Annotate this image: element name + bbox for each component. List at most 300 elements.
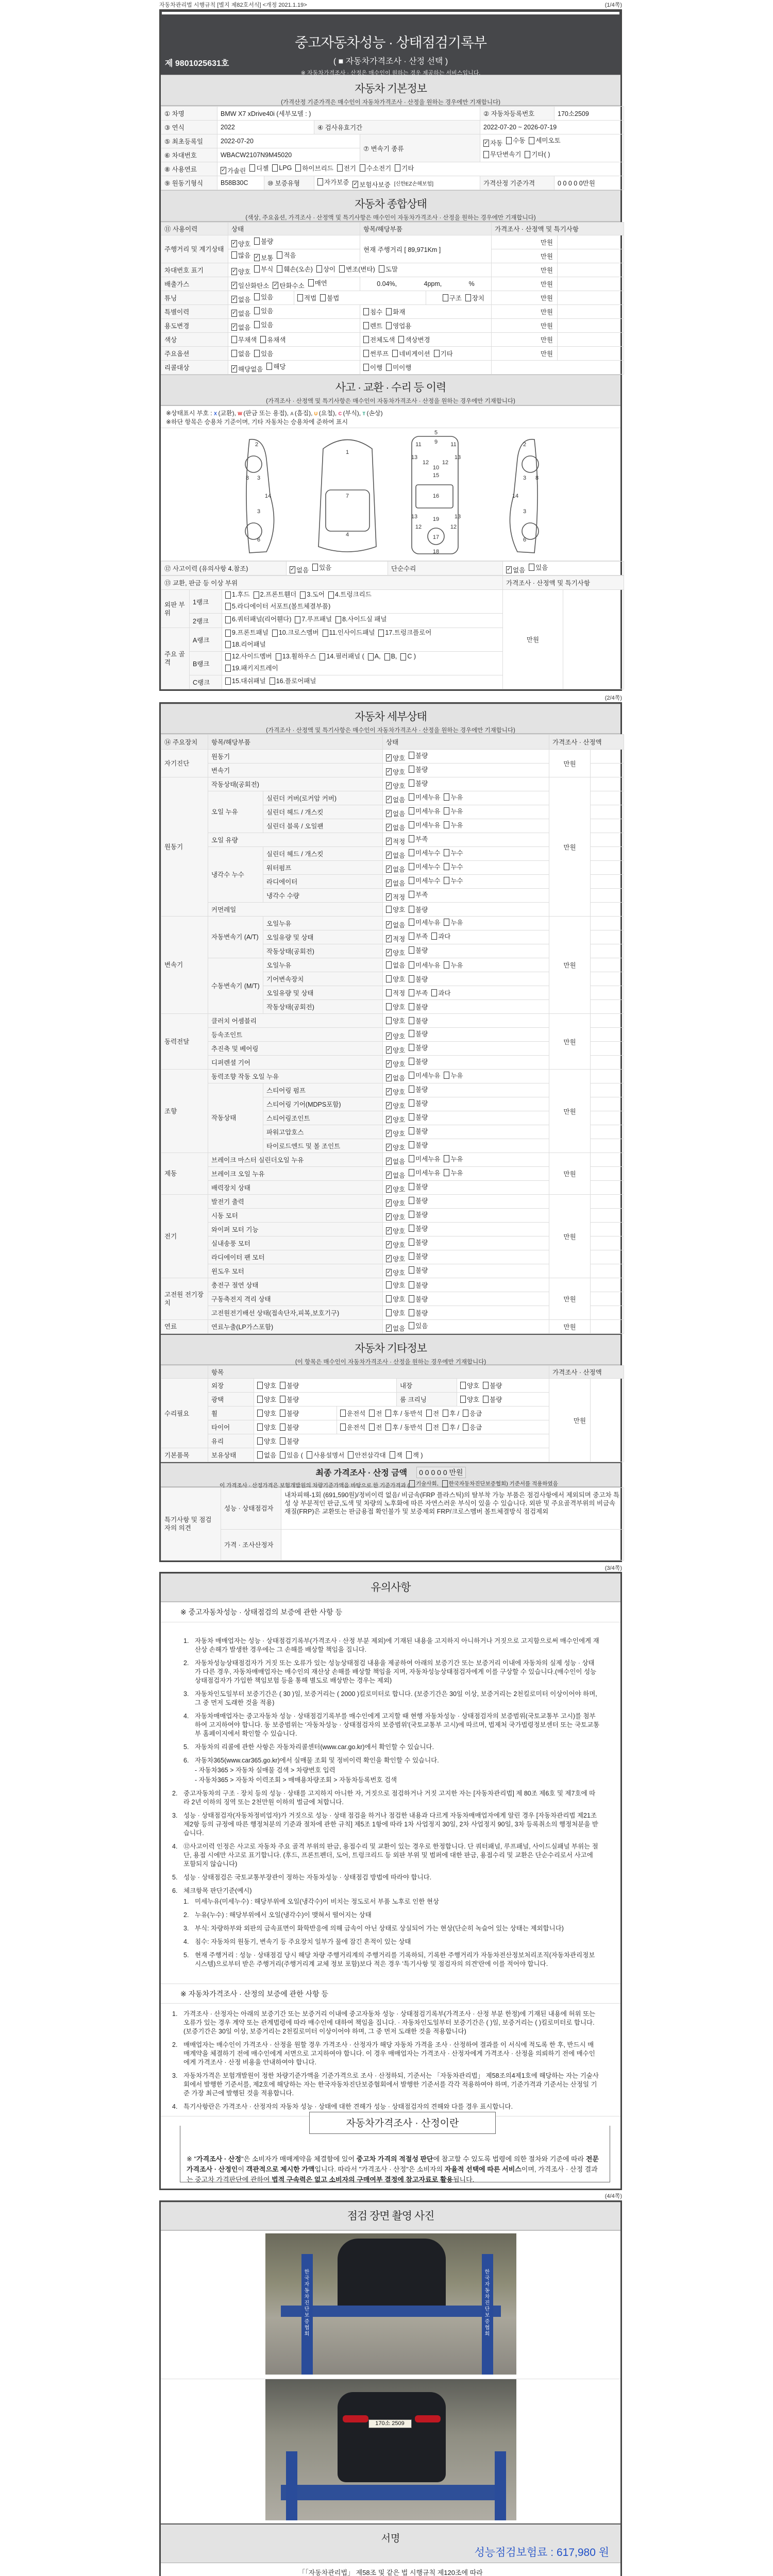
checkbox-option[interactable] <box>386 1087 405 1096</box>
checkbox-icon[interactable] <box>280 1396 285 1403</box>
checkbox-icon[interactable] <box>409 1017 414 1024</box>
checkbox-option[interactable] <box>386 753 405 762</box>
checkbox-option[interactable] <box>463 1422 482 1432</box>
checkbox-option[interactable] <box>369 1409 382 1418</box>
checkbox-icon[interactable] <box>409 752 414 759</box>
price-input[interactable] <box>558 305 624 319</box>
checkbox-option[interactable] <box>386 1115 405 1124</box>
price-input[interactable] <box>591 1042 624 1056</box>
checkbox-icon[interactable] <box>483 1396 489 1403</box>
checkbox-option[interactable] <box>225 628 268 638</box>
price-input[interactable] <box>558 333 624 347</box>
checkbox-option[interactable] <box>280 1422 299 1432</box>
checkbox-option[interactable] <box>460 1395 479 1404</box>
checkbox-option[interactable] <box>409 862 440 871</box>
checkbox-option[interactable] <box>460 1381 479 1390</box>
checkbox-option[interactable] <box>409 1154 440 1163</box>
checkbox-option[interactable] <box>254 253 273 262</box>
checkbox-icon[interactable] <box>409 1113 414 1121</box>
checkbox-checked-icon[interactable]: ✓ <box>232 365 237 371</box>
checkbox-option[interactable] <box>386 1157 405 1166</box>
checkbox-icon[interactable] <box>409 877 414 884</box>
price-input[interactable] <box>591 1223 624 1236</box>
inspection-photo-rear[interactable] <box>265 2379 516 2520</box>
price-input[interactable] <box>591 791 624 805</box>
checkbox-checked-icon[interactable]: ✓ <box>386 768 392 774</box>
checkbox-option[interactable] <box>363 363 382 372</box>
checkbox-icon[interactable] <box>312 564 318 571</box>
checkbox-option[interactable] <box>297 293 316 302</box>
price-input[interactable] <box>591 1264 624 1278</box>
checkbox-option[interactable] <box>409 931 428 941</box>
checkbox-option[interactable] <box>386 837 405 846</box>
checkbox-option[interactable] <box>409 765 428 774</box>
checkbox-icon[interactable] <box>225 677 231 685</box>
checkbox-icon[interactable] <box>444 961 449 969</box>
price-input[interactable] <box>591 764 624 777</box>
checkbox-icon[interactable] <box>409 919 414 926</box>
checkbox-checked-icon[interactable]: ✓ <box>386 1115 392 1122</box>
checkbox-checked-icon[interactable]: ✓ <box>273 281 278 288</box>
checkbox-icon[interactable] <box>257 1396 263 1403</box>
checkbox-icon[interactable] <box>444 807 449 815</box>
checkbox-icon[interactable] <box>320 653 325 660</box>
checkbox-option[interactable] <box>444 848 463 857</box>
checkbox-option[interactable] <box>409 848 440 857</box>
checkbox-icon[interactable] <box>369 1423 375 1431</box>
checkbox-option[interactable] <box>409 974 428 984</box>
checkbox-option[interactable] <box>360 163 391 173</box>
checkbox-icon[interactable] <box>257 1423 263 1431</box>
checkbox-icon[interactable] <box>409 1169 414 1176</box>
checkbox-option[interactable] <box>231 364 263 374</box>
checkbox-icon[interactable] <box>385 1410 391 1417</box>
checkbox-option[interactable] <box>386 767 405 776</box>
checkbox-option[interactable] <box>386 892 405 902</box>
checkbox-icon[interactable] <box>409 1225 414 1232</box>
checkbox-icon[interactable] <box>386 1281 392 1289</box>
checkbox-checked-icon[interactable]: ✓ <box>386 1074 392 1080</box>
checkbox-icon[interactable] <box>444 1169 449 1176</box>
checkbox-checked-icon[interactable]: ✓ <box>232 281 237 288</box>
checkbox-icon[interactable] <box>277 265 282 273</box>
checkbox-checked-icon[interactable]: ✓ <box>386 1227 392 1233</box>
checkbox-icon[interactable] <box>378 630 384 637</box>
price-input[interactable] <box>591 944 624 958</box>
checkbox-checked-icon[interactable]: ✓ <box>386 754 392 760</box>
checkbox-option[interactable] <box>409 1308 428 1317</box>
checkbox-option[interactable] <box>386 307 405 316</box>
checkbox-icon[interactable] <box>386 364 392 371</box>
checkbox-option[interactable] <box>431 931 450 941</box>
checkbox-option[interactable] <box>295 615 332 624</box>
checkbox-option[interactable] <box>386 823 405 832</box>
checkbox-option[interactable] <box>386 1143 405 1152</box>
checkbox-option[interactable] <box>385 1422 423 1432</box>
checkbox-icon[interactable] <box>257 1410 263 1417</box>
checkbox-icon[interactable] <box>529 564 534 571</box>
checkbox-option[interactable] <box>320 652 364 662</box>
checkbox-icon[interactable] <box>463 1423 468 1431</box>
checkbox-icon[interactable] <box>384 653 390 660</box>
checkbox-icon[interactable] <box>254 350 260 357</box>
checkbox-option[interactable] <box>231 281 269 290</box>
checkbox-option[interactable] <box>409 1029 428 1038</box>
checkbox-icon[interactable] <box>323 630 328 637</box>
checkbox-option[interactable] <box>506 135 525 146</box>
checkbox-icon[interactable] <box>254 265 260 273</box>
checkbox-icon[interactable] <box>386 975 392 982</box>
checkbox-option[interactable] <box>231 323 250 332</box>
price-input[interactable] <box>558 249 624 263</box>
checkbox-checked-icon[interactable]: ✓ <box>386 935 392 941</box>
checkbox-option[interactable] <box>386 321 411 330</box>
checkbox-icon[interactable] <box>409 1127 414 1134</box>
price-input[interactable] <box>591 1181 624 1195</box>
checkbox-option[interactable] <box>231 295 250 304</box>
checkbox-option[interactable] <box>254 236 273 246</box>
checkbox-option[interactable] <box>426 1409 439 1418</box>
checkbox-option[interactable] <box>231 250 250 260</box>
checkbox-option[interactable] <box>231 239 250 248</box>
checkbox-icon[interactable] <box>328 591 334 599</box>
checkbox-icon[interactable] <box>409 1322 414 1329</box>
checkbox-icon[interactable] <box>317 178 323 185</box>
checkbox-icon[interactable] <box>280 1423 285 1431</box>
checkbox-checked-icon[interactable]: ✓ <box>386 837 392 844</box>
checkbox-option[interactable] <box>272 164 292 172</box>
checkbox-option[interactable] <box>409 1210 428 1219</box>
checkbox-option[interactable] <box>386 1045 405 1055</box>
price-input[interactable] <box>591 1209 624 1223</box>
checkbox-option[interactable] <box>409 1002 428 1011</box>
checkbox-icon[interactable] <box>409 1281 414 1289</box>
checkbox-option[interactable] <box>363 349 389 358</box>
checkbox-icon[interactable] <box>409 989 414 996</box>
checkbox-checked-icon[interactable]: ✓ <box>386 809 392 816</box>
checkbox-icon[interactable] <box>409 1211 414 1218</box>
checkbox-icon[interactable] <box>409 975 414 982</box>
checkbox-icon[interactable] <box>308 279 314 286</box>
price-input[interactable] <box>591 861 624 875</box>
checkbox-checked-icon[interactable]: ✓ <box>386 921 392 927</box>
checkbox-option[interactable] <box>260 335 285 344</box>
checkbox-checked-icon[interactable]: ✓ <box>386 1324 392 1331</box>
checkbox-checked-icon[interactable]: ✓ <box>386 851 392 858</box>
checkbox-option[interactable] <box>280 1436 299 1446</box>
checkbox-option[interactable] <box>395 163 414 173</box>
checkbox-checked-icon[interactable]: ✓ <box>386 893 392 900</box>
price-input[interactable] <box>591 1139 624 1153</box>
checkbox-option[interactable] <box>295 163 333 173</box>
checkbox-option[interactable] <box>386 1198 405 1208</box>
checkbox-option[interactable] <box>257 1381 276 1390</box>
checkbox-option[interactable] <box>225 676 266 686</box>
checkbox-option[interactable] <box>409 1238 428 1247</box>
price-input[interactable] <box>591 1070 624 1083</box>
checkbox-option[interactable] <box>386 1294 405 1303</box>
checkbox-option[interactable] <box>312 563 331 572</box>
checkbox-option[interactable] <box>426 1422 439 1432</box>
checkbox-option[interactable] <box>386 1280 405 1290</box>
checkbox-checked-icon[interactable]: ✓ <box>386 795 392 802</box>
checkbox-option[interactable] <box>409 792 440 802</box>
checkbox-checked-icon[interactable]: ✓ <box>386 1255 392 1261</box>
checkbox-option[interactable] <box>483 138 502 149</box>
checkbox-option[interactable] <box>386 1268 405 1277</box>
checkbox-option[interactable] <box>444 862 463 871</box>
checkbox-icon[interactable] <box>277 251 282 259</box>
checkbox-icon[interactable] <box>280 1410 285 1417</box>
checkbox-icon[interactable] <box>340 1423 346 1431</box>
price-input[interactable] <box>591 777 624 791</box>
checkbox-checked-icon[interactable]: ✓ <box>507 566 512 572</box>
checkbox-icon[interactable] <box>406 1451 412 1459</box>
price-input[interactable] <box>591 917 624 930</box>
checkbox-option[interactable] <box>409 988 428 997</box>
checkbox-option[interactable] <box>280 1381 299 1390</box>
checkbox-icon[interactable] <box>434 350 440 357</box>
checkbox-icon[interactable] <box>225 591 231 599</box>
price-input[interactable] <box>591 1014 624 1028</box>
checkbox-option[interactable] <box>434 349 453 358</box>
checkbox-icon[interactable] <box>386 961 392 969</box>
price-input[interactable] <box>591 1125 624 1139</box>
checkbox-option[interactable] <box>386 905 405 914</box>
checkbox-option[interactable] <box>386 934 405 943</box>
checkbox-option[interactable] <box>386 1059 405 1069</box>
price-input[interactable] <box>558 263 624 277</box>
checkbox-option[interactable] <box>225 640 266 650</box>
checkbox-icon[interactable] <box>335 616 341 623</box>
checkbox-option[interactable] <box>254 349 273 358</box>
checkbox-option[interactable] <box>254 292 273 301</box>
price-input[interactable] <box>591 1153 624 1167</box>
checkbox-icon[interactable] <box>409 946 414 954</box>
checkbox-option[interactable] <box>386 1254 405 1263</box>
checkbox-option[interactable] <box>483 149 521 160</box>
checkbox-icon[interactable] <box>409 1072 414 1079</box>
checkbox-icon[interactable] <box>257 1382 263 1389</box>
checkbox-option[interactable] <box>317 177 349 187</box>
checkbox-option[interactable] <box>409 1280 428 1290</box>
checkbox-option[interactable] <box>409 1098 428 1108</box>
checkbox-option[interactable] <box>323 628 375 638</box>
checkbox-icon[interactable] <box>369 1410 375 1417</box>
checkbox-icon[interactable] <box>409 1266 414 1274</box>
checkbox-icon[interactable] <box>280 1382 285 1389</box>
checkbox-option[interactable] <box>409 1112 428 1122</box>
checkbox-checked-icon[interactable]: ✓ <box>386 1157 392 1164</box>
checkbox-checked-icon[interactable]: ✓ <box>290 566 295 572</box>
checkbox-option[interactable] <box>386 363 411 372</box>
checkbox-option[interactable] <box>444 1154 463 1163</box>
checkbox-option[interactable] <box>386 809 405 818</box>
checkbox-icon[interactable] <box>444 1072 449 1079</box>
checkbox-checked-icon[interactable]: ✓ <box>255 253 260 260</box>
checkbox-icon[interactable] <box>386 1017 392 1024</box>
checkbox-option[interactable] <box>444 918 463 927</box>
checkbox-icon[interactable] <box>483 151 489 158</box>
checkbox-icon[interactable] <box>225 603 231 610</box>
checkbox-option[interactable] <box>231 335 257 344</box>
checkbox-option[interactable] <box>363 307 382 316</box>
checkbox-option[interactable] <box>348 1450 385 1460</box>
checkbox-icon[interactable] <box>260 336 266 343</box>
checkbox-icon[interactable] <box>392 350 398 357</box>
checkbox-option[interactable] <box>442 1480 558 1487</box>
checkbox-option[interactable] <box>409 918 440 927</box>
checkbox-checked-icon[interactable]: ✓ <box>386 1185 392 1192</box>
checkbox-option[interactable] <box>225 590 250 600</box>
checkbox-icon[interactable] <box>385 1423 391 1431</box>
checkbox-option[interactable] <box>337 163 356 173</box>
checkbox-option[interactable] <box>277 264 313 274</box>
checkbox-icon[interactable] <box>443 294 448 301</box>
checkbox-checked-icon[interactable]: ✓ <box>484 139 489 146</box>
checkbox-icon[interactable] <box>409 961 414 969</box>
checkbox-option[interactable] <box>340 1409 365 1418</box>
checkbox-icon[interactable] <box>460 1382 466 1389</box>
checkbox-option[interactable] <box>386 1212 405 1222</box>
checkbox-option[interactable] <box>290 565 309 574</box>
price-input[interactable] <box>591 1111 624 1125</box>
checkbox-option[interactable] <box>335 615 386 624</box>
checkbox-icon[interactable] <box>444 793 449 801</box>
checkbox-icon[interactable] <box>444 877 449 884</box>
checkbox-option[interactable] <box>386 974 405 984</box>
checkbox-icon[interactable] <box>386 906 392 913</box>
checkbox-icon[interactable] <box>398 336 404 343</box>
checkbox-icon[interactable] <box>254 591 259 599</box>
checkbox-icon[interactable] <box>444 863 449 870</box>
checkbox-icon[interactable] <box>409 766 414 773</box>
price-input[interactable] <box>591 958 624 972</box>
price-input[interactable] <box>591 1028 624 1042</box>
checkbox-option[interactable] <box>272 628 319 638</box>
checkbox-option[interactable] <box>443 1409 459 1418</box>
checkbox-icon[interactable] <box>316 265 322 273</box>
price-input[interactable] <box>558 319 624 333</box>
checkbox-option[interactable] <box>385 1409 423 1418</box>
price-input[interactable] <box>591 889 624 903</box>
checkbox-option[interactable] <box>409 876 440 885</box>
checkbox-icon[interactable] <box>409 1155 414 1162</box>
checkbox-checked-icon[interactable]: ✓ <box>386 782 392 788</box>
checkbox-icon[interactable] <box>409 933 414 940</box>
checkbox-checked-icon[interactable]: ✓ <box>232 295 237 302</box>
price-input[interactable] <box>591 972 624 986</box>
checkbox-icon[interactable] <box>225 641 231 648</box>
checkbox-option[interactable] <box>431 988 450 997</box>
checkbox-option[interactable] <box>386 1240 405 1249</box>
checkbox-icon[interactable] <box>280 1437 285 1445</box>
checkbox-option[interactable] <box>270 676 316 686</box>
checkbox-icon[interactable] <box>297 294 303 301</box>
checkbox-option[interactable] <box>506 565 525 574</box>
checkbox-option[interactable] <box>444 960 463 970</box>
checkbox-icon[interactable] <box>409 807 414 815</box>
checkbox-option[interactable] <box>409 778 428 788</box>
checkbox-option[interactable] <box>254 306 273 315</box>
checkbox-option[interactable] <box>266 362 285 371</box>
checkbox-icon[interactable] <box>270 677 275 685</box>
checkbox-checked-icon[interactable]: ✓ <box>386 1032 392 1039</box>
checkbox-icon[interactable] <box>460 1396 466 1403</box>
checkbox-checked-icon[interactable]: ✓ <box>386 879 392 886</box>
checkbox-option[interactable] <box>249 163 268 173</box>
checkbox-option[interactable] <box>384 652 397 662</box>
price-input[interactable] <box>591 833 624 847</box>
checkbox-option[interactable] <box>444 876 463 885</box>
checkbox-option[interactable] <box>225 652 272 662</box>
checkbox-option[interactable] <box>369 1422 382 1432</box>
checkbox-icon[interactable] <box>426 1410 432 1417</box>
checkbox-icon[interactable] <box>363 308 369 315</box>
checkbox-icon[interactable] <box>363 322 369 329</box>
checkbox-option[interactable] <box>386 1324 405 1333</box>
checkbox-checked-icon[interactable]: ✓ <box>386 1199 392 1206</box>
checkbox-icon[interactable] <box>231 336 237 343</box>
checkbox-option[interactable] <box>409 1126 428 1136</box>
checkbox-checked-icon[interactable]: ✓ <box>386 1241 392 1247</box>
price-input[interactable] <box>591 1292 624 1306</box>
checkbox-option[interactable] <box>386 1002 405 1011</box>
price-input[interactable] <box>558 347 624 361</box>
checkbox-option[interactable] <box>409 890 428 899</box>
checkbox-icon[interactable] <box>266 363 272 370</box>
checkbox-icon[interactable] <box>525 151 530 158</box>
checkbox-option[interactable] <box>529 563 548 572</box>
checkbox-option[interactable] <box>254 264 273 274</box>
checkbox-icon[interactable] <box>409 1183 414 1190</box>
price-input[interactable] <box>591 1278 624 1292</box>
price-input[interactable] <box>591 986 624 1000</box>
checkbox-option[interactable] <box>409 1321 428 1330</box>
checkbox-checked-icon[interactable]: ✓ <box>386 865 392 872</box>
checkbox-option[interactable] <box>254 590 297 600</box>
checkbox-icon[interactable] <box>340 1410 346 1417</box>
checkbox-option[interactable] <box>406 1450 423 1460</box>
checkbox-icon[interactable] <box>337 164 343 172</box>
checkbox-option[interactable] <box>386 1016 405 1025</box>
checkbox-icon[interactable] <box>409 1252 414 1260</box>
checkbox-icon[interactable] <box>300 591 306 599</box>
checkbox-icon[interactable] <box>409 906 414 913</box>
checkbox-checked-icon[interactable]: ✓ <box>221 166 226 173</box>
checkbox-option[interactable] <box>409 1224 428 1233</box>
price-input[interactable] <box>591 1250 624 1264</box>
checkbox-checked-icon[interactable]: ✓ <box>386 1213 392 1219</box>
checkbox-icon[interactable] <box>444 821 449 828</box>
checkbox-checked-icon[interactable]: ✓ <box>232 240 237 246</box>
checkbox-option[interactable] <box>257 1395 276 1404</box>
checkbox-option[interactable] <box>386 781 405 790</box>
checkbox-icon[interactable] <box>386 1003 392 1010</box>
price-input[interactable] <box>591 1056 624 1070</box>
checkbox-icon[interactable] <box>400 653 406 660</box>
checkbox-icon[interactable] <box>225 630 231 637</box>
checkbox-icon[interactable] <box>409 1197 414 1204</box>
inspection-photo-front[interactable] <box>265 2233 516 2375</box>
checkbox-option[interactable] <box>443 1422 459 1432</box>
checkbox-icon[interactable] <box>254 321 260 328</box>
checkbox-option[interactable] <box>257 1409 276 1418</box>
checkbox-option[interactable] <box>390 1450 402 1460</box>
checkbox-option[interactable] <box>386 1226 405 1235</box>
checkbox-checked-icon[interactable]: ✓ <box>232 309 237 316</box>
checkbox-option[interactable] <box>409 1016 428 1025</box>
